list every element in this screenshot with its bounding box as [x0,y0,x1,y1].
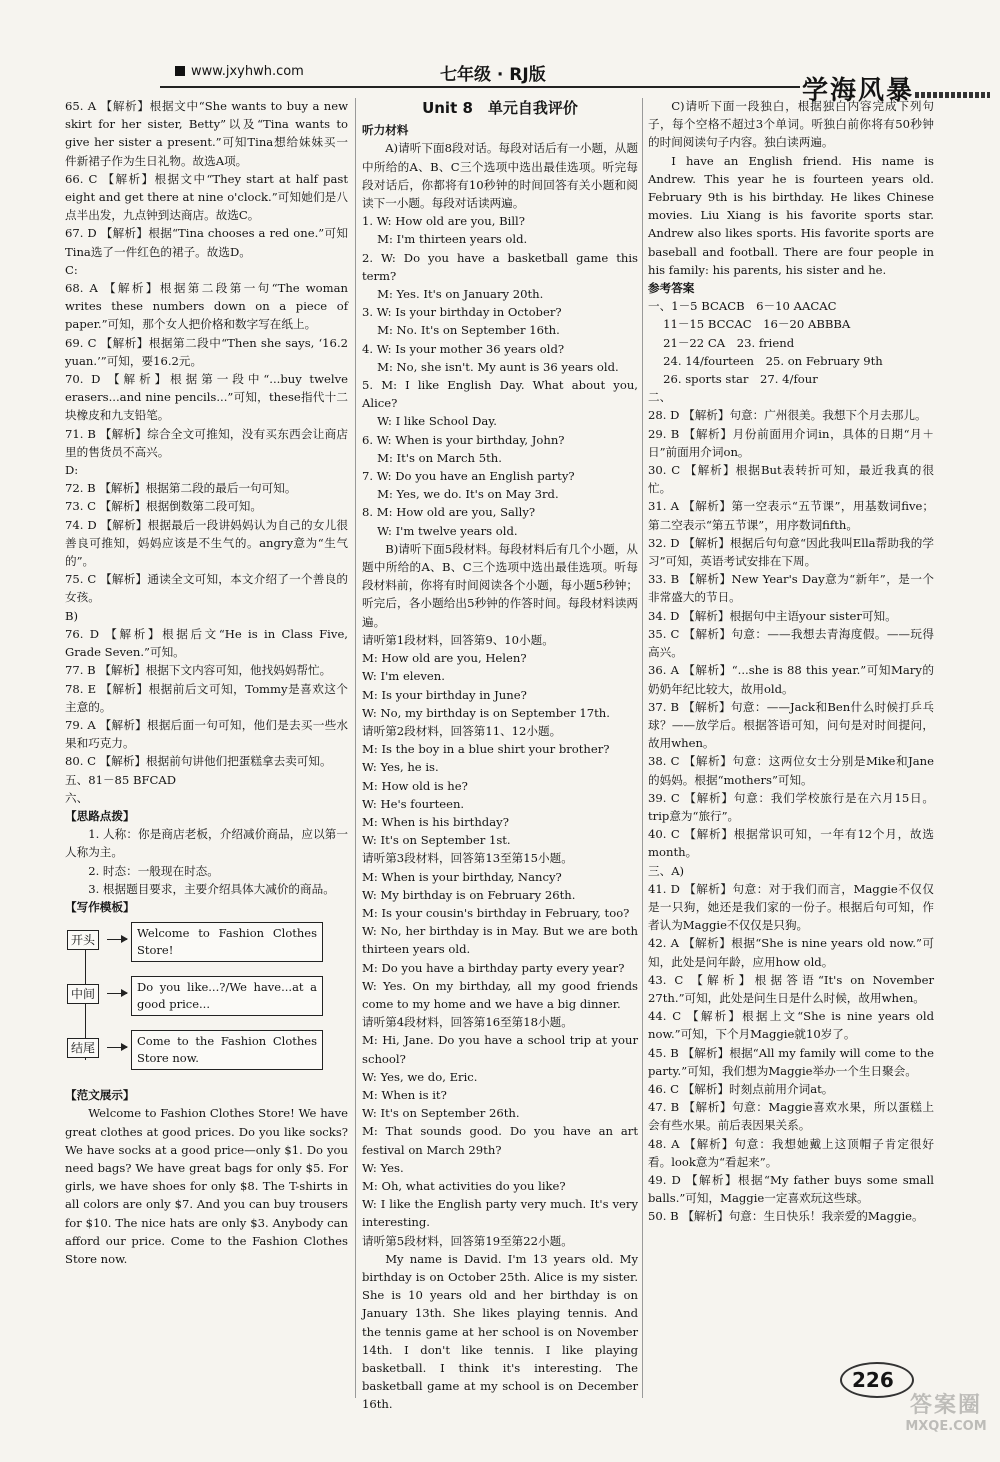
dialogue-line: M: That sounds good. Do you have an art festival on March 29th? [362,1124,638,1157]
dialogue-line: W: Yes, we do, Eric. [362,1069,478,1084]
answer-item: 五、81－85 BFCAD [65,772,177,787]
answer-item: 47. B 【解析】句意：Maggie喜欢水果，所以蛋糕上会有些水果。前后表因果关系。 [648,1100,934,1133]
dialogue-line: M: No. It's on September 16th. [377,323,560,338]
square-icon [175,66,185,76]
answer-item: 39. C 【解析】句意：我们学校旅行是在六月15日。trip意为“旅行”。 [648,790,934,823]
answer-item: 30. C 【解析】根据But表转折可知，最近我真的很忙。 [648,463,934,496]
hint-item: 3. 根据题目要求，主要介绍具体大减价的商品。 [88,881,335,896]
dialogue-line: M: Yes. It's on January 20th. [377,287,544,302]
section-label: 二、 [648,390,672,405]
dialogue-line: 8. M: How old are you, Sally? [362,505,536,520]
answer-item: 44. C 【解析】根据上文“She is nine years old now.”可知，下个月Maggie就10岁了。 [648,1009,934,1042]
dialogue-line: M: I'm thirteen years old. [377,232,528,247]
section-label: 三、A) [648,863,685,878]
answer-item: 41. D 【解析】句意：对于我们而言，Maggie不仅仅是一只狗，她还是我们家的一份子。根据后句可知，作者认为Maggie不仅仅是只狗。 [648,881,934,933]
answer-line: 11－15 BCCAC 16－20 ABBBA [663,317,851,332]
watermark-bottom: MXQE.COM [905,1419,987,1434]
dialogue-line: W: My birthday is on February 26th. [362,887,576,902]
answer-item: 65. A 【解析】根据文中“She wants to buy a new skirt for her sister, Betty”以及“Tina wants to give her sister a present.”可知Tina想给妹妹买一件新裙子作为生日礼物。故选A项。 [65,99,348,168]
answer-item: 38. C 【解析】句意：这两位女士分别是Mike和Jane的妈妈。根据“mothers”可知。 [648,754,934,787]
monologue-text: I have an English friend. His name is Andrew. This year he is fourteen years old. February 9th is his birthday. He likes Chinese movies. Liu Xiang is his favorite sports star. Andrew also likes sports. His favorite sports are baseball and football. There are four people in his family: his parents, his sister and he. [648,153,934,277]
sample-title: 【范文展示】 [65,1088,135,1103]
template-label-middle: 中间 [67,984,99,1004]
sample-essay: Welcome to Fashion Clothes Store! We have great clothes at good prices. Do you like socks? We have socks at a good price—only $1. Do you need bags? We have great bags for only $5. For girls, we have shoes for only $8. The T-shirts in all colors are only $7. And you can buy trousers for $10. The nice hats are only $3. Anybody can afford our price. Come to the Fashion Clothes Store now. [65,1106,348,1266]
dialogue-line: 3. W: Is your birthday in October? [362,305,562,320]
watermark-logo [905,1388,987,1450]
dialogue-line: M: How old is he? [362,778,468,793]
dialogue-line: M: Is your birthday in June? [362,687,527,702]
dialogue-line: W: No, my birthday is on September 17th. [362,705,610,720]
dialogue-line: M: How old are you, Helen? [362,651,527,666]
page-number: 226 [852,1368,894,1392]
dialogue-line: W: It's on September 26th. [362,1106,520,1121]
part-a-intro: A)请听下面8段对话。每段对话后有一小题，从题中所给的A、B、C三个选项中选出最佳选项。听完每段对话后，你都将有10秒钟的时间回答有关小题和阅读下一小题。每段对话读两遍。 [362,141,638,211]
passage-label: 请听第3段材料，回答第13至第15小题。 [362,851,573,866]
passage-label: 请听第1段材料，回答第9、10小题。 [362,632,554,647]
answer-item: 43. C 【解析】根据答语“It's on November 27th.”可知，此处是问生日是什么时候，故用when。 [648,972,934,1005]
dialogue-line: M: Yes, we do. It's on May 3rd. [377,487,559,502]
answer-item: 69. C 【解析】根据第二段中“Then she says, ‘16.2 yuan.’”可知，要16.2元。 [65,335,348,368]
answer-item: 37. B 【解析】句意：——Jack和Ben什么时候打乒乓球？——放学后。根据答语可知，问句是对时间提问，故用when。 [648,699,934,751]
answer-item: 67. D 【解析】根据“Tina chooses a red one.”可知Tina选了一件红色的裙子。故选D。 [65,226,348,259]
hint-item: 1. 人称：你是商店老板，介绍减价商品，应以第一人称为主。 [65,827,348,860]
answer-line: 一、1－5 BCACB 6－10 AACAC [648,299,837,314]
site-url [175,64,304,79]
template-box-middle: Do you like...?/We have...at a good price... [131,976,323,1016]
answer-item: 36. A 【解析】“...she is 88 this year.”可知Mary的奶奶年纪比较大，故用old。 [648,663,934,696]
passage-label: 请听第2段材料，回答第11、12小题。 [362,723,562,738]
arrow-icon [107,1047,127,1048]
dialogue-line: M: Oh, what activities do you like? [362,1178,566,1193]
column-middle [362,97,638,1414]
answer-item: 34. D 【解析】根据句中主语your sister可知。 [648,608,897,623]
dialogue-line: W: He's fourteen. [362,796,465,811]
template-box-start: Welcome to Fashion Clothes Store! [131,922,323,962]
template-label-start: 开头 [67,930,99,950]
answer-item: 72. B 【解析】根据第二段的最后一句可知。 [65,481,297,496]
answer-item: 74. D 【解析】根据最后一段讲妈妈认为自己的女儿很善良可推知，妈妈应该是不生气的。angry意为“生气的”。 [65,517,348,569]
answer-item: 48. A 【解析】句意：我想她戴上这顶帽子肯定很好看。look意为“看起来”。 [648,1136,934,1169]
dialogue-line: W: I like School Day. [377,414,497,429]
watermark-top: 答案圈 [909,1393,982,1418]
answer-item: 33. B 【解析】New Year's Day意为“新年”，是一个非常盛大的节日。 [648,572,934,605]
dialogue-line: M: When is his birthday? [362,814,509,829]
hint-title: 【思路点拨】 [65,808,135,823]
section-label: C: [65,262,78,277]
column-divider [642,98,643,1398]
hint-item: 2. 时态：一般现在时态。 [88,863,219,878]
dialogue-line: M: Is your cousin's birthday in February, too? [362,905,630,920]
dialogue-line: 7. W: Do you have an English party? [362,469,575,484]
dialogue-line: 2. W: Do you have a basketball game this term? [362,250,638,283]
dialogue-line: 6. W: When is your birthday, John? [362,432,565,447]
answer-item: 40. C 【解析】根据常识可知，一年有12个月，故选month。 [648,827,934,860]
answer-item: 31. A 【解析】第一空表示“五节课”，用基数词five；第二空表示“第五节课”，用序数词fifth。 [648,499,934,532]
answer-item: 68. A 【解析】根据第二段第一句“The woman writes these numbers down on a piece of paper.”可知，那个女人把价格和数字写在纸上。 [65,281,348,332]
grade-label: 七年级 · RJ版 [440,65,546,85]
answer-item: 42. A 【解析】根据“She is nine years old now.”可知，此处是问年龄，应用how old。 [648,936,934,969]
arrow-icon [107,993,127,994]
answer-item: 35. C 【解析】句意：——我想去青海度假。——玩得高兴。 [648,626,934,660]
dialogue-line: 5. M: I like English Day. What about you, Alice? [362,378,638,411]
answer-line: 21－22 CA 23. friend [663,335,795,350]
dialogue-line: W: Yes, he is. [362,760,439,775]
answer-line: 24. 14/fourteen 25. on February 9th [663,353,883,368]
section-label: D: [65,463,79,478]
answer-item: 32. D 【解析】根据后句句意“因此我叫Ella帮助我的学习”可知，英语考试安排在下周。 [648,535,934,569]
dialogue-line: W: I'm twelve years old. [377,523,518,538]
listening-heading: 听力材料 [362,123,409,138]
answer-item: 45. B 【解析】根据“All my family will come to the party.”可知，我们想为Maggie举办一个生日聚会。 [648,1045,934,1078]
answer-line: 26. sports star 27. 4/four [663,372,818,387]
dialogue-line: M: Is the boy in a blue shirt your brother? [362,742,610,757]
dialogue-line: W: I'm eleven. [362,669,445,684]
answer-item: 71. B 【解析】综合全文可推知，没有买东西会让商店里的售货员不高兴。 [65,426,348,459]
answer-item: 29. B 【解析】月份前面用介词in，具体的日期“月＋日”前面用介词on。 [648,426,934,459]
dialogue-line: M: Do you have a birthday party every year? [362,960,625,975]
template-title: 【写作模板】 [65,899,135,914]
answer-item: 50. B 【解析】句意：生日快乐！我亲爱的Maggie。 [648,1209,924,1224]
answers-heading: 参考答案 [648,281,695,296]
dialogue-line: M: No, she isn't. My aunt is 36 years old. [377,359,619,374]
dialogue-line: M: When is it? [362,1087,447,1102]
brand-logo: 学海风暴 [802,76,915,106]
answer-item: 75. C 【解析】通读全文可知，本文介绍了一个善良的女孩。 [65,572,348,605]
answer-item: 46. C 【解析】时刻点前用介词at。 [648,1081,834,1096]
arrow-icon [107,939,127,940]
template-box-end: Come to the Fashion Clothes Store now. [131,1030,323,1070]
column-divider [355,98,356,1398]
part-c-intro: C)请听下面一段独白，根据独白内容完成下列句子，每个空格不超过3个单词。听独白前你将有50秒钟的时间阅读句子内容。独白读两遍。 [648,99,934,150]
dialogue-line: W: No, her birthday is in May. But we are both thirteen years old. [362,924,638,957]
dialogue-line: 1. W: How old are you, Bill? [362,214,525,229]
dialogue-line: 4. W: Is your mother 36 years old? [362,341,565,356]
writing-template [65,920,348,1082]
dialogue-line: W: Yes. [362,1160,404,1175]
header-rule [160,86,800,88]
dialogue-line: W: It's on September 1st. [362,833,511,848]
answer-item: 49. D 【解析】根据“My father buys some small balls.”可知，Maggie一定喜欢玩这些球。 [648,1172,934,1206]
section-label: B) [65,608,79,623]
dialogue-line: M: Hi, Jane. Do you have a school trip at your school? [362,1033,638,1066]
answer-item: 80. C 【解析】根据前句讲他们把蛋糕拿去卖可知。 [65,754,332,769]
answer-item: 66. C 【解析】根据文中“They start at half past eight and get there at nine o'clock.”可知她们是八点半出发，九点钟到达商店。故选C。 [65,171,348,223]
passage-label: 请听第4段材料，回答第16至第18小题。 [362,1015,573,1030]
answer-item: 78. E 【解析】根据前后文可知，Tommy是喜欢这个主意的。 [65,681,348,714]
answer-item: 28. D 【解析】句意：广州很美。我想下个月去那儿。 [648,408,927,423]
answer-item: 73. C 【解析】根据倒数第二段可知。 [65,499,262,514]
answer-item: 70. D 【解析】根据第一段中“...buy twelve erasers...and nine pencils...”可知，these指代十二块橡皮和九支铅笔。 [65,372,348,423]
part-b-intro: B)请听下面5段材料。每段材料后有几个小题，从题中所给的A、B、C三个选项中选出最佳选项。听每段材料前，你将有时间阅读各个小题，每小题5秒钟；听完后，各小题给出5秒钟的作答时间。每段材料读两遍。 [362,541,638,629]
site-url-text: www.jxyhwh.com [191,64,304,79]
dialogue-line: W: I like the English party very much. It's very interesting. [362,1197,638,1230]
answer-item: 79. A 【解析】根据后面一句可知，他们是去买一些水果和巧克力。 [65,717,348,751]
passage-label: 请听第5段材料，回答第19至第22小题。 [362,1233,573,1248]
page-header [0,0,1000,106]
answer-item: 77. B 【解析】根据下文内容可知，他找妈妈帮忙。 [65,663,332,678]
dialogue-line: M: It's on March 5th. [377,450,502,465]
monologue-text: My name is David. I'm 13 years old. My birthday is on October 25th. Alice is my sister. She is 10 years old and her birthday is on January 13th. She likes playing tennis. And the tennis game at her school is on November 14th. I don't like tennis. I like playing basketball. I think it's interesting. The basketball game at my school is on December 16th. [362,1251,638,1412]
column-right [648,97,934,1226]
section-label: 六、 [65,790,89,805]
column-left [65,97,348,1268]
template-label-end: 结尾 [67,1038,99,1058]
answer-item: 76. D 【解析】根据后文“He is in Class Five, Grade Seven.”可知。 [65,626,348,660]
dialogue-line: M: When is your birthday, Nancy? [362,869,562,884]
unit-title: Unit 8 单元自我评价 [422,99,578,117]
dialogue-line: W: Yes. On my birthday, all my good friends come to my home and we have a big dinner. [362,978,638,1011]
